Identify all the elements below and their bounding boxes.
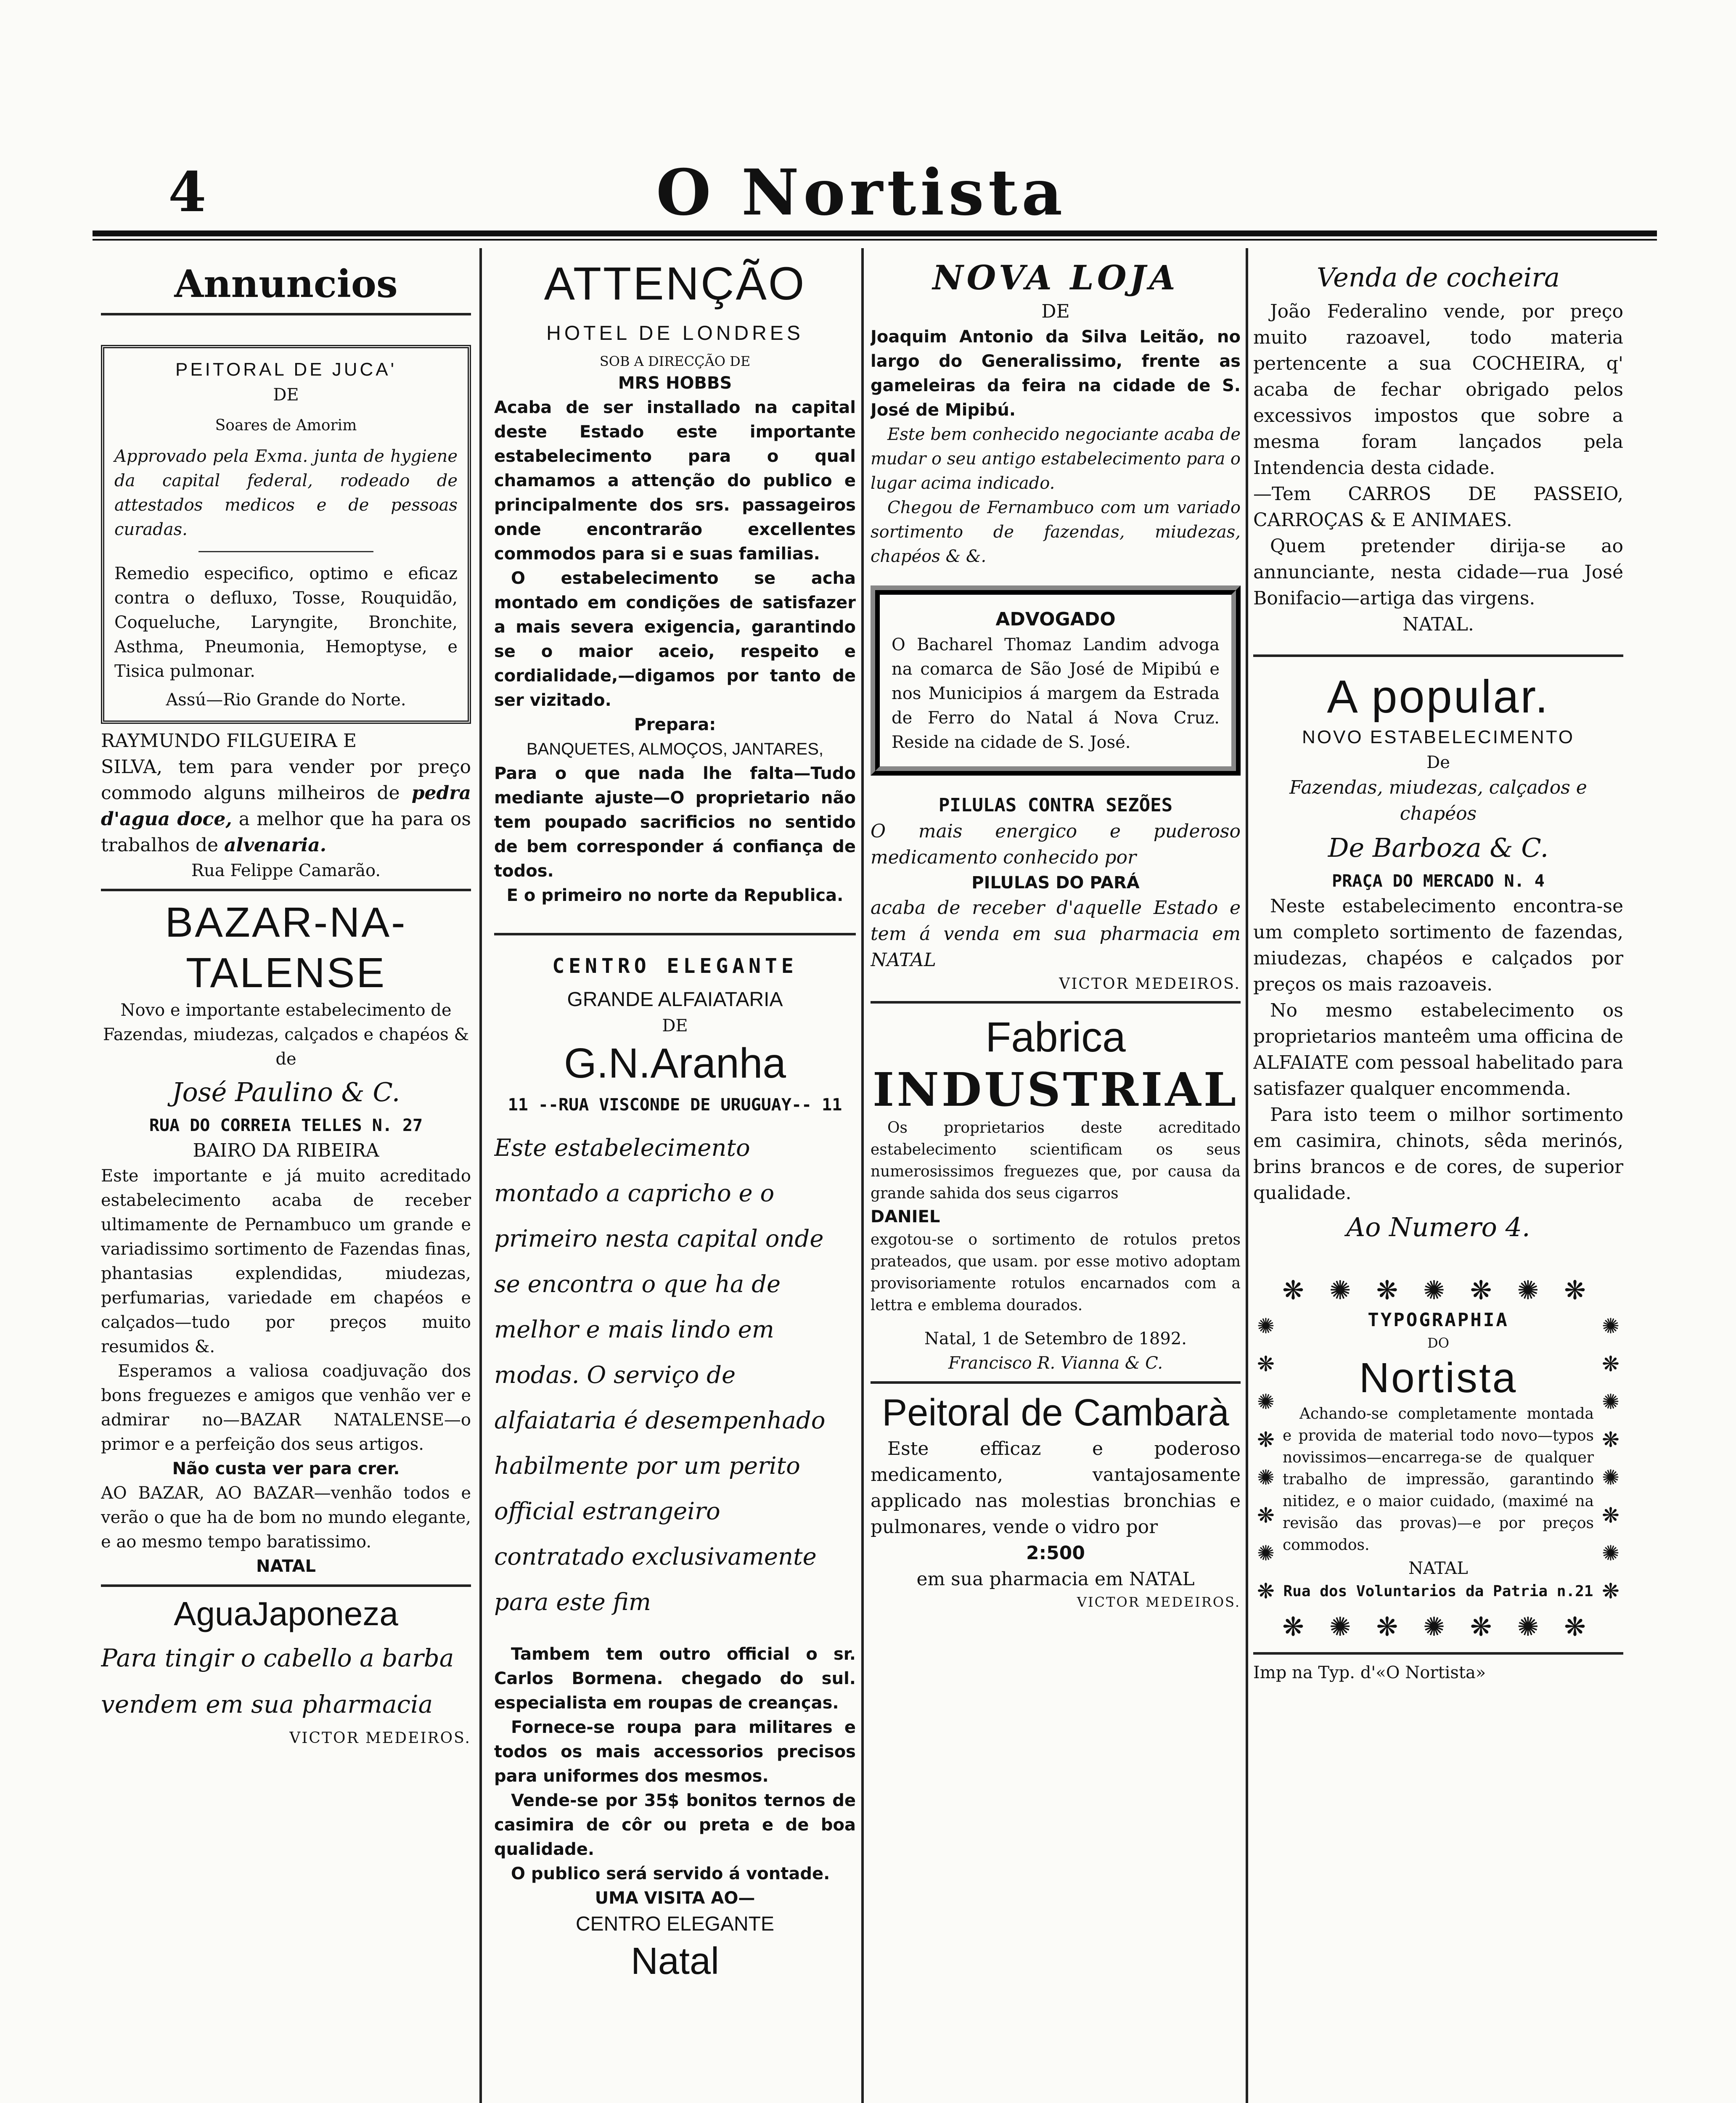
centro-p2: Tambem tem outro official o sr. Carlos Bormena. chegado do sul. especialista em roupas de creanças. — [494, 1645, 856, 1713]
nova-title: NOVA LOJA — [932, 258, 1179, 297]
typo-name: Nortista — [1359, 1354, 1518, 1401]
cambara-p1: Este efficaz e poderoso medicamento, vantajosamente applicado nas molestias bronchias e pulmonares, vende o vidro por — [871, 1438, 1241, 1538]
divider — [871, 1001, 1241, 1004]
hotel-direction: SOB A DIRECÇÃO DE — [599, 353, 751, 369]
centro-address: 11 --RUA VISCONDE DE URUGUAY-- 11 — [508, 1095, 842, 1115]
divider — [1253, 654, 1623, 657]
raymundo-text-2: a melhor que ha para os trabalhos de — [101, 808, 471, 856]
pilulas-p1c: acaba de receber d'aquelle Estado e tem á venda em sua pharmacia em NATAL — [871, 897, 1241, 971]
popular-sub: NOVO ESTABELECIMENTO — [1302, 727, 1575, 747]
popular-tail: Ao Numero 4. — [1346, 1212, 1530, 1242]
bazar-p4: AO BAZAR, AO BAZAR—venhão todos e verão o que ha de bom no mundo elegante, e ao mesmo tempo baratissimo. — [101, 1483, 471, 1552]
popular-title: A popular. — [1327, 671, 1550, 723]
attencao-title: ATTENÇÃO — [544, 258, 806, 310]
divider — [101, 313, 471, 315]
ad-remedy: Remedio especifico, optimo e eficaz contra o defluxo, Tosse, Rouquidão, Coqueluche, Laryngite, Bronchite, Asthma, Pneumonia, Hemoptyse, e Tisica pulmonar. — [114, 564, 458, 681]
imprint: Imp na Typ. d'«O Nortista» — [1253, 1663, 1486, 1682]
divider — [871, 1381, 1241, 1384]
typo-address: Rua dos Voluntarios da Patria n.21 — [1283, 1583, 1593, 1600]
cocheira-sign: NATAL. — [1403, 614, 1474, 635]
hotel-p4: E o primeiro no norte da Republica. — [506, 886, 844, 905]
hotel-p3: Para o que nada lhe falta—Tudo mediante ajuste—O proprietario não tem poupado sacrificios no sentido de bem corresponder á confiança de todos. — [494, 764, 856, 881]
centro-de: DE — [662, 1016, 688, 1036]
column-4 — [1253, 248, 1623, 2103]
masthead-title: O Nortista — [656, 156, 1067, 230]
nova-p1: Este bem conhecido negociante acaba de mudar o seu antigo estabelecimento para o lugar acima indicado. — [871, 425, 1241, 493]
centro-visit-2: CENTRO ELEGANTE — [575, 1913, 775, 1935]
bazar-intro: Novo e importante estabelecimento de Fazendas, miudezas, calçados e chapéos & de — [103, 1001, 469, 1069]
typo-box — [1253, 1274, 1623, 1644]
advogado-text: O Bacharel Thomaz Landim advoga na comarca de São José de Mipibú e nos Municipios á margem da Estrada de Ferro do Natal á Nova Cruz. Reside na cidade de S. José. — [892, 635, 1220, 752]
agua-sign: VICTOR MEDEIROS. — [289, 1730, 471, 1747]
advogado-box — [871, 585, 1241, 776]
hotel-body: Acaba de ser installado na capital deste Estado este importante estabelecimento para o qual chamamos a attenção do publico e principalmente dos srs. passageiros onde encontrarão excellentes commodos para si e suas familias. — [494, 398, 856, 564]
cocheira-title: Venda de cocheira — [1317, 262, 1560, 293]
agua-title: AguaJaponeza — [174, 1595, 398, 1632]
ad-title: PEITORAL DE JUCA' — [175, 359, 397, 380]
ornament-border-icon: ❋ ✺ ❋ ✺ ❋ ✺ ❋ — [1282, 1611, 1594, 1642]
juca-ad — [101, 345, 471, 724]
cambara-sign: VICTOR MEDEIROS. — [1077, 1594, 1241, 1610]
popular-p3: Para isto teem o milhor sortimento em casimira, chinots, sêda merinós, brins brancos e de cores, de superior qualidade. — [1253, 1104, 1623, 1204]
raymundo-emph: pedra d'agua doce, — [101, 782, 471, 830]
divider — [101, 1584, 471, 1587]
divider — [101, 889, 471, 891]
column-1 — [101, 248, 471, 2103]
divider — [1253, 1652, 1623, 1655]
centro-visit: UMA VISITA AO— — [595, 1888, 755, 1908]
raymundo-line1: RAYMUNDO FILGUEIRA E — [101, 730, 357, 752]
centro-p4: Vende-se por 35$ bonitos ternos de casimira de côr ou preta e de boa qualidade. — [494, 1791, 856, 1859]
ad-place: Assú—Rio Grande do Norte. — [166, 690, 406, 710]
divider — [494, 933, 856, 935]
bazar-district: BAIRO DA RIBEIRA — [193, 1140, 379, 1161]
masthead-rule-thin — [93, 239, 1657, 241]
bazar-p2: Esperamos a valiosa coadjuvação dos bons freguezes e amigos que venhão ver e admirar no—BAZAR NATALENSE—o primor e a perfeição dos seus artigos. — [101, 1361, 471, 1454]
ad-maker: Soares de Amorim — [215, 417, 357, 434]
page-number: 4 — [168, 160, 206, 224]
cambara-p2: em sua pharmacia em NATAL — [916, 1568, 1195, 1590]
fabrica-title-2: INDUSTRIAL — [872, 1062, 1239, 1117]
raymundo-body — [101, 754, 471, 858]
ornament-border-icon: ❋ ✺ ❋ ✺ ❋ ✺ ❋ — [1282, 1275, 1594, 1306]
bazar-title: BAZAR-NA- — [165, 899, 407, 946]
bazar-title-2: TALENSE — [185, 949, 386, 996]
column-3 — [871, 248, 1241, 2103]
hotel-owner: MRS HOBBS — [618, 373, 732, 393]
popular-goods: Fazendas, miudezas, calçados e chapéos — [1289, 777, 1587, 824]
column-divider — [479, 248, 482, 2103]
pilulas-brand: PILULAS DO PARÁ — [971, 873, 1140, 893]
agua-text: Para tingir o cabello a barba vendem em sua pharmacia — [101, 1644, 454, 1719]
hotel-p2: O estabelecimento se acha montado em condições de satisfazer a mais severa exigencia, garantindo se o maior aceio, respeito e cordialidade,—digamos por tanto de ser vizitado. — [494, 569, 856, 710]
nova-owner: Joaquim Antonio da Silva Leitão, no largo do Generalissimo, frente as gameleiras da feira na cidade de S. José de Mipibú. — [871, 327, 1241, 420]
fabrica-p2: exgotou-se o sortimento de rotulos pretos prateados, que usam. por esse motivo adoptam provisoriamente rotulos encarnados com a lettra e emblema dourados. — [871, 1231, 1241, 1314]
typo-city: NATAL — [1408, 1559, 1468, 1578]
fabrica-title: Fabrica — [985, 1014, 1126, 1061]
centro-city: Natal — [630, 1940, 720, 1982]
typo-title: TYPOGRAPHIA — [1368, 1309, 1509, 1331]
fabrica-sign: Francisco R. Vianna & C. — [948, 1353, 1163, 1373]
raymundo-text: SILVA, tem para vender por preço commodo alguns milheiros de — [101, 756, 471, 804]
ad-approval: Approvado pela Exma. junta de hygiene da capital federal, rodeado de attestados medicos e de pessoas curadas. — [114, 447, 458, 539]
centro-p5: O publico será servido á vontade. — [511, 1864, 830, 1883]
fabrica-date: Natal, 1 de Setembro de 1892. — [924, 1329, 1187, 1348]
typo-do: DO — [1427, 1335, 1449, 1351]
advogado-title: ADVOGADO — [995, 609, 1116, 630]
cocheira-p3: Quem pretender dirija-se ao annunciante, nesta cidade—rua José Bonifacio—artiga das virgens. — [1253, 535, 1623, 609]
popular-de: De — [1426, 753, 1450, 772]
bazar-street: RUA DO CORREIA TELLES N. 27 — [149, 1116, 423, 1135]
popular-address: PRAÇA DO MERCADO N. 4 — [1332, 871, 1545, 891]
popular-p2: No mesmo estabelecimento os proprietarios manteêm uma officina de ALFAIATE com pessoal habelitado para satisfazer qualquer encommenda. — [1253, 1000, 1623, 1099]
centro-name: G.N.Aranha — [564, 1040, 786, 1087]
fabrica-p1: Os proprietarios deste acreditado estabelecimento scientificam os seus numerosissimos freguezes que, por causa da grande sahida dos seus cigarros — [871, 1119, 1241, 1202]
hotel-name: HOTEL DE LONDRES — [546, 322, 804, 344]
centro-sub: GRANDE ALFAIATARIA — [567, 988, 783, 1011]
cambara-title: Peitoral de Cambarà — [882, 1392, 1229, 1434]
column-divider — [1246, 248, 1248, 2103]
hotel-menu: BANQUETES, ALMOÇOS, JANTARES, — [526, 740, 824, 758]
pilulas-p1a: O mais energico e puderoso medicamento conhecido por — [871, 821, 1241, 868]
pilulas-title: PILULAS CONTRA SEZÕES — [938, 795, 1173, 816]
ornament-border-icon: ✺ ❋ ✺ ❋ ✺ ❋ ✺ ❋ — [1602, 1314, 1620, 1603]
bazar-p3: Não custa ver para crer. — [172, 1459, 400, 1478]
nova-p2: Chegou de Fernambuco com um variado sortimento de fazendas, miudezas, chapéos & &. — [871, 498, 1241, 566]
ad-de: DE — [273, 385, 299, 405]
centro-p3: Fornece-se roupa para militares e todos os mais accessorios precisos para uniformes dos mesmos. — [494, 1718, 856, 1786]
masthead-rule — [93, 230, 1657, 236]
cocheira-p2: —Tem CARROS DE PASSEIO, CARROÇAS & E ANIMAES. — [1253, 483, 1623, 531]
centro-title: CENTRO ELEGANTE — [552, 954, 798, 978]
raymundo-emph-2: alvenaria. — [224, 834, 327, 856]
nova-de: DE — [1041, 301, 1070, 322]
bazar-owner: José Paulino & C. — [172, 1077, 400, 1107]
cocheira-p1: João Federalino vende, por preço muito razoavel, todo materia pertencente a sua COCHEIRA, q' acaba de fechar obrigado pelos excessivos impostos que sobre a mesma foram lançados pela Intendencia desta cidade. — [1253, 301, 1623, 479]
centro-script: Este estabelecimento montado a capricho e o primeiro nesta capital onde se encontra o que ha de melhor e mais lindo em modas. O serviço de alfaiataria é desempenhado habilmente por um perito official estrangeiro contratado exclusivamente para este fim — [494, 1134, 826, 1616]
typo-text: Achando-se completamente montada e provida de material todo novo—typos novissimos—encarrega-se de qualquer trabalho de impressão, garantindo nitidez, e o maior cuidado, (maximé na revisão das provas)—e por preços commodos. — [1283, 1405, 1594, 1554]
popular-p1: Neste estabelecimento encontra-se um completo sortimento de fazendas, miudezas, chapéos e calçados por preços os mais razoaveis. — [1253, 895, 1623, 995]
raymundo-address: Rua Felippe Camarão. — [191, 861, 381, 880]
ornament-border-icon: ✺ ❋ ✺ ❋ ✺ ❋ ✺ ❋ — [1257, 1314, 1275, 1603]
column-divider — [861, 248, 864, 2103]
divider — [198, 551, 373, 552]
cambara-price: 2:500 — [1026, 1542, 1085, 1564]
popular-owner: De Barboza & C. — [1328, 832, 1549, 863]
bazar-sign: NATAL — [256, 1557, 316, 1576]
bazar-p1: Este importante e já muito acreditado estabelecimento acaba de receber ultimamente de Pernambuco um grande e variadissimo sortimento de Fazendas finas, phantasias explendidas, miudezas, perfumarias, variedade em chapéos e calçados—tudo por preços muito resumidos &. — [101, 1166, 471, 1356]
pilulas-sign: VICTOR MEDEIROS. — [1059, 975, 1241, 993]
hotel-prepara: Prepara: — [634, 715, 716, 734]
fabrica-brand: DANIEL — [871, 1207, 940, 1226]
section-heading: Annuncios — [174, 262, 398, 306]
column-2 — [494, 248, 856, 2103]
